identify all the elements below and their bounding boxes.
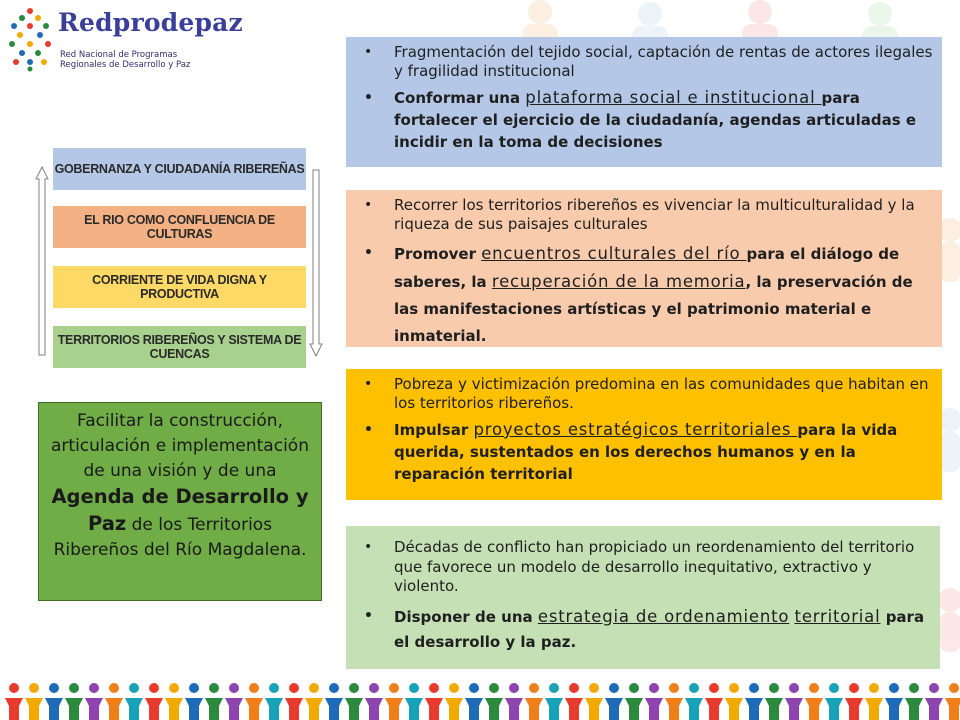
list-item [346,87,942,153]
person-icon [669,683,679,693]
bullet-text: Pobreza y victimización predomina en las comunidades que habitan en los territorios ribereños. [394,375,929,412]
bullet-text: , la preservación de las manifestaciones artísticas y el patrimonio material e inmaterial. [394,273,913,345]
person-icon [645,698,663,720]
logo-subtitle-line2: Regionales de Desarrollo y Paz [60,60,191,70]
person-icon [809,683,819,693]
list-item [346,240,942,350]
bullet-text: para la vida querida, sustentados en los derechos humanos y en la reparación territorial [394,421,898,483]
person-icon [389,683,399,693]
person-icon [585,698,603,720]
person-icon [349,683,359,693]
person-icon [29,683,39,693]
bullet-text: Impulsar [394,421,474,439]
person-icon [565,698,583,720]
person-icon [929,683,939,693]
bullet-text: Conformar una [394,89,526,107]
underlined-text: recuperación de la memoria [491,272,746,291]
person-icon [445,698,463,720]
person-icon [469,683,479,693]
person-icon [85,698,103,720]
person-icon [345,698,363,720]
person-icon [245,698,263,720]
person-icon [845,698,863,720]
bullet-text: Disponer de una [394,607,538,626]
underlined-text: plataforma social e institucional [525,88,822,107]
person-icon [449,683,459,693]
person-icon [5,698,23,720]
bullet-text: Fragmentación del tejido social, captación de rentas de actores ilegales y fragilidad institucional [394,43,933,80]
bullet-text: para el desarrollo y la paz. [394,607,925,651]
bullet-text: Décadas de conflicto han propiciado un reordenamiento del territorio que favorece un modelo de desarrollo inequitativo, extractivo y violento. [394,538,915,595]
goal-statement-box [38,402,322,601]
bullet-text: para fortalecer el ejercicio de la ciudadanía, agendas articuladas e incidir en la toma de decisiones [394,89,917,151]
list-item [346,43,942,80]
person-icon [365,698,383,720]
stack-item-territorios: TERRITORIOS RIBEREÑOS Y SISTEMA DE CUENCAS [53,326,306,368]
person-icon [745,698,763,720]
person-icon [285,698,303,720]
person-icon [909,683,919,693]
person-icon [189,683,199,693]
person-icon [885,698,903,720]
person-icon [329,683,339,693]
person-icon [9,683,19,693]
person-icon [125,698,143,720]
person-icon [889,683,899,693]
list-item [346,375,942,412]
person-icon [949,683,959,693]
person-icon [689,683,699,693]
person-icon [65,698,83,720]
person-icon [45,698,63,720]
person-icon [229,683,239,693]
underlined-text: proyectos estratégicos territoriales [473,420,798,439]
person-icon [749,683,759,693]
person-icon [789,683,799,693]
person-icon [165,698,183,720]
person-icon [905,698,923,720]
goal-text-emphasis: Agenda de Desarrollo y Paz [51,485,309,535]
stack-item-gobernanza: GOBERNANZA Y CIUDADANÍA RIBEREÑAS [53,148,306,190]
person-icon [709,683,719,693]
person-icon [25,698,43,720]
person-icon [705,698,723,720]
person-icon [309,683,319,693]
redprodepaz-logo [6,6,243,76]
stack-item-rio-culturas: EL RIO COMO CONFLUENCIA DE CULTURAS [53,206,306,248]
person-icon [409,683,419,693]
underlined-text: encuentros culturales del río [481,244,747,263]
person-icon [145,698,163,720]
person-icon [385,698,403,720]
list-item [346,419,942,485]
person-icon [269,683,279,693]
person-icon [529,683,539,693]
person-icon [569,683,579,693]
bullet-text: Promover [394,245,482,263]
person-icon [225,698,243,720]
person-icon [249,683,259,693]
list-item [346,538,940,597]
person-icon [549,683,559,693]
person-icon [629,683,639,693]
bottom-people-strip [0,680,960,720]
person-icon [305,698,323,720]
person-icon [69,683,79,693]
person-icon [209,683,219,693]
person-icon [129,683,139,693]
person-icon [425,698,443,720]
person-icon [485,698,503,720]
person-icon [89,683,99,693]
person-icon [265,698,283,720]
person-icon [465,698,483,720]
person-icon [505,698,523,720]
person-icon [589,683,599,693]
person-icon [869,683,879,693]
box-culturas [346,190,942,347]
person-icon [149,683,159,693]
person-icon [925,698,943,720]
bullet-text: Recorrer los territorios ribereños es vivenciar la multiculturalidad y la riqueza de sus paisajes culturales [394,196,915,233]
person-icon [489,683,499,693]
logo-subtitle [60,50,190,70]
person-icon [525,698,543,720]
person-icon [805,698,823,720]
box-gobernanza [346,37,942,167]
person-icon [625,698,643,720]
underlined-text: territorial [794,606,881,626]
person-icon [609,683,619,693]
person-icon [405,698,423,720]
person-icon [289,683,299,693]
person-icon [765,698,783,720]
person-icon [109,683,119,693]
person-icon [369,683,379,693]
person-icon [725,698,743,720]
goal-text-post: de los Territorios Ribereños del Río Magdalena. [53,515,307,560]
person-icon [205,698,223,720]
box-territorios [346,526,940,669]
person-icon [649,683,659,693]
person-icon [185,698,203,720]
person-icon [509,683,519,693]
person-icon [849,683,859,693]
list-item [346,196,942,233]
underlined-text: estrategia de ordenamiento [537,606,790,626]
up-arrow-icon [35,165,49,357]
logo-title: Redprodepaz [58,8,243,37]
person-icon [169,683,179,693]
down-arrow-icon [309,168,323,358]
stack-item-corriente-vida: CORRIENTE DE VIDA DIGNA Y PRODUCTIVA [53,266,306,308]
person-icon [429,683,439,693]
logo-subtitle-line1: Red Nacional de Programas [60,50,178,60]
people-star-logo-icon [6,6,54,72]
goal-text-pre: Facilitar la construcción, articulación e implementación de una visión y de una [51,411,309,481]
person-icon [825,698,843,720]
list-item [346,604,940,655]
person-icon [829,683,839,693]
person-icon [49,683,59,693]
person-icon [545,698,563,720]
person-icon [685,698,703,720]
person-icon [785,698,803,720]
person-icon [105,698,123,720]
person-icon [945,698,960,720]
person-icon [769,683,779,693]
person-icon [865,698,883,720]
person-icon [325,698,343,720]
person-icon [729,683,739,693]
person-icon [605,698,623,720]
person-icon [665,698,683,720]
box-vida-digna [346,369,942,500]
bullet-text: para el diálogo de saberes, la [394,245,900,291]
